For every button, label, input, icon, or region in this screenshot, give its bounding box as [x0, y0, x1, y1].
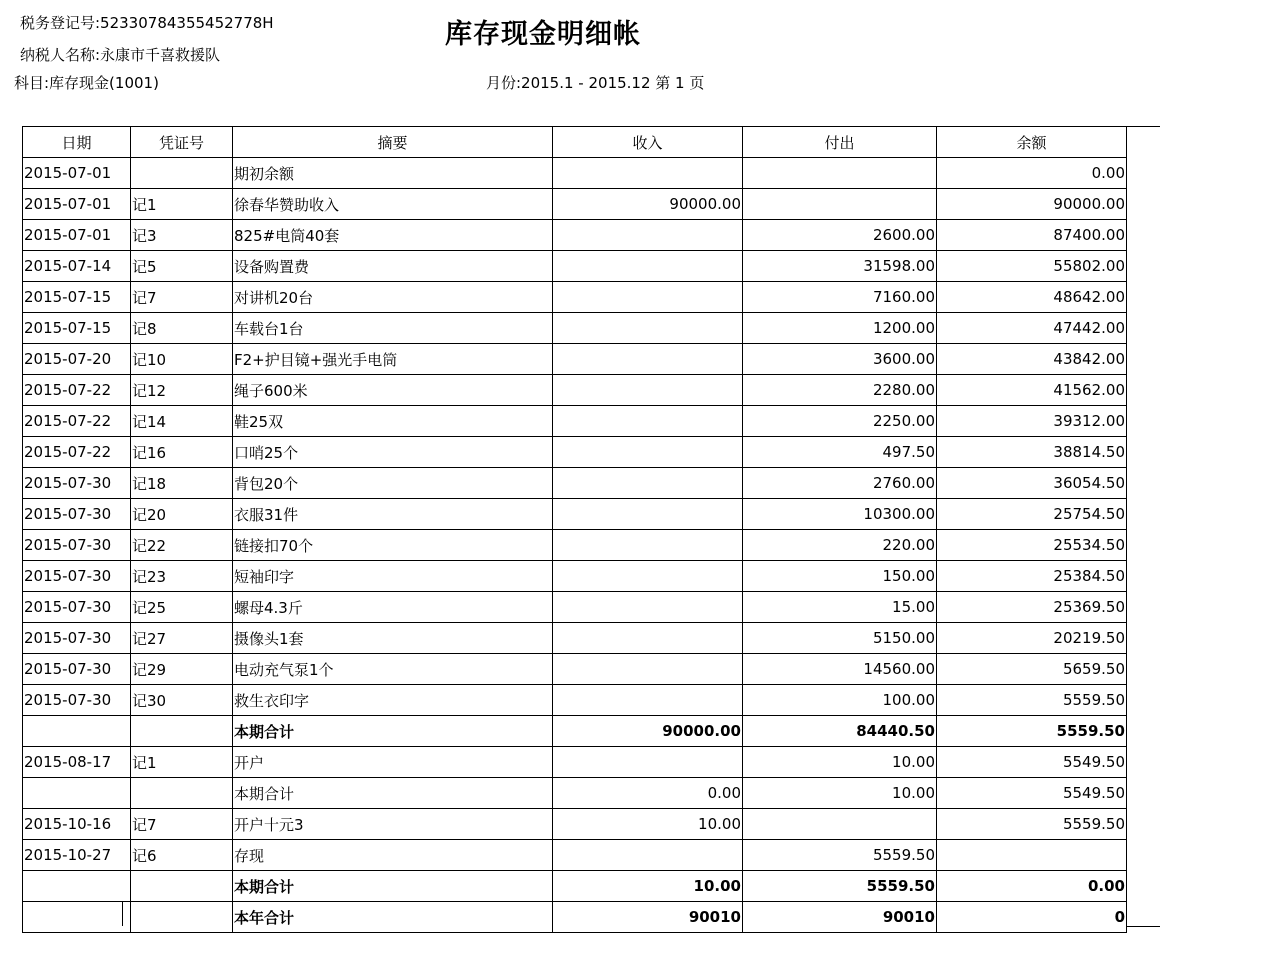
page-title: 库存现金明细帐: [445, 19, 641, 50]
expense-cell: 14560.00: [743, 654, 937, 685]
balance-cell: 39312.00: [937, 406, 1127, 437]
balance-cell: 25384.50: [937, 561, 1127, 592]
expense-cell: 150.00: [743, 561, 937, 592]
income-cell: [553, 530, 743, 561]
expense-cell: [743, 809, 937, 840]
column-header-date: 日期: [23, 127, 131, 158]
summary-cell: 螺母4.3斤: [233, 592, 553, 623]
table-row: [23, 313, 1127, 344]
balance-cell: 5559.50: [937, 685, 1127, 716]
date-cell: 2015-10-27: [23, 840, 131, 871]
voucher-cell: [131, 158, 233, 189]
voucher-cell: 记14: [131, 406, 233, 437]
voucher-cell: 记27: [131, 623, 233, 654]
column-header-voucher: 凭证号: [131, 127, 233, 158]
tax-registration-number: 税务登记号:5233078435545277​8H: [20, 14, 274, 32]
table-row: [23, 654, 1127, 685]
balance-cell: 25369.50: [937, 592, 1127, 623]
voucher-cell: 记8: [131, 313, 233, 344]
summary-cell: 徐春华赞助收入: [233, 189, 553, 220]
balance-cell: 5559.50: [937, 716, 1127, 747]
expense-cell: 2280.00: [743, 375, 937, 406]
expense-cell: 7160.00: [743, 282, 937, 313]
voucher-cell: [131, 716, 233, 747]
voucher-cell: 记10: [131, 344, 233, 375]
column-header-summary: 摘要: [233, 127, 553, 158]
income-cell: 10.00: [553, 871, 743, 902]
account-subject: 科目:库存现金(1001): [14, 74, 159, 92]
summary-cell: 短袖印字: [233, 561, 553, 592]
balance-cell: 38814.50: [937, 437, 1127, 468]
date-cell: 2015-07-30: [23, 685, 131, 716]
period-and-page: 月份:2015.1 - 2015.12 第 1 页: [486, 74, 705, 92]
date-cell: 2015-07-30: [23, 530, 131, 561]
table-row: [23, 902, 1127, 933]
summary-cell: 825#电筒40套: [233, 220, 553, 251]
summary-cell: 本年合计: [233, 902, 553, 933]
expense-cell: 220.00: [743, 530, 937, 561]
balance-cell: 0: [937, 902, 1127, 933]
income-cell: [553, 561, 743, 592]
balance-cell: 48642.00: [937, 282, 1127, 313]
summary-cell: 电动充气泵1个: [233, 654, 553, 685]
balance-cell: [937, 840, 1127, 871]
balance-cell: 5549.50: [937, 778, 1127, 809]
voucher-cell: 记3: [131, 220, 233, 251]
expense-cell: 2600.00: [743, 220, 937, 251]
income-cell: [553, 158, 743, 189]
date-cell: 2015-07-30: [23, 468, 131, 499]
summary-cell: 鞋25双: [233, 406, 553, 437]
balance-cell: 20219.50: [937, 623, 1127, 654]
summary-cell: 期初余额: [233, 158, 553, 189]
summary-cell: 本期合计: [233, 871, 553, 902]
expense-cell: 10.00: [743, 747, 937, 778]
income-cell: [553, 251, 743, 282]
voucher-cell: 记16: [131, 437, 233, 468]
table-row: [23, 220, 1127, 251]
table-row: [23, 158, 1127, 189]
income-cell: [553, 437, 743, 468]
voucher-cell: 记5: [131, 251, 233, 282]
balance-cell: 43842.00: [937, 344, 1127, 375]
balance-cell: 55802.00: [937, 251, 1127, 282]
income-cell: [553, 623, 743, 654]
income-cell: 90010: [553, 902, 743, 933]
balance-cell: 36054.50: [937, 468, 1127, 499]
table-row: [23, 809, 1127, 840]
balance-cell: 87400.00: [937, 220, 1127, 251]
column-header-balance: 余额: [937, 127, 1127, 158]
income-cell: [553, 468, 743, 499]
summary-cell: 开户: [233, 747, 553, 778]
balance-cell: 0.00: [937, 158, 1127, 189]
footer-extension-line: [1126, 926, 1160, 927]
expense-cell: [743, 158, 937, 189]
income-cell: [553, 840, 743, 871]
table-row: [23, 344, 1127, 375]
header-extension-line: [1126, 126, 1160, 127]
date-cell: 2015-07-30: [23, 499, 131, 530]
table-row: [23, 623, 1127, 654]
table-row: [23, 468, 1127, 499]
summary-cell: 链接扣70个: [233, 530, 553, 561]
column-header-income: 收入: [553, 127, 743, 158]
table-row: [23, 778, 1127, 809]
income-cell: [553, 592, 743, 623]
summary-cell: 衣服31件: [233, 499, 553, 530]
expense-cell: 10.00: [743, 778, 937, 809]
income-cell: [553, 654, 743, 685]
income-cell: [553, 747, 743, 778]
income-cell: [553, 220, 743, 251]
income-cell: [553, 406, 743, 437]
summary-cell: 口哨25个: [233, 437, 553, 468]
column-header-expense: 付出: [743, 127, 937, 158]
date-cell: 2015-07-30: [23, 654, 131, 685]
voucher-cell: 记7: [131, 282, 233, 313]
summary-cell: 本期合计: [233, 716, 553, 747]
voucher-cell: 记23: [131, 561, 233, 592]
income-cell: [553, 685, 743, 716]
expense-cell: 5559.50: [743, 871, 937, 902]
income-cell: [553, 313, 743, 344]
date-cell: 2015-07-22: [23, 437, 131, 468]
income-cell: 10.00: [553, 809, 743, 840]
date-cell: [23, 778, 131, 809]
voucher-cell: 记1: [131, 747, 233, 778]
expense-cell: 3600.00: [743, 344, 937, 375]
voucher-cell: 记1: [131, 189, 233, 220]
expense-cell: 10300.00: [743, 499, 937, 530]
date-cell: 2015-08-17: [23, 747, 131, 778]
summary-cell: 背包20个: [233, 468, 553, 499]
expense-cell: 84440.50: [743, 716, 937, 747]
date-cell: 2015-10-16: [23, 809, 131, 840]
table-row: [23, 871, 1127, 902]
summary-cell: 开户十元3: [233, 809, 553, 840]
date-cell: 2015-07-22: [23, 375, 131, 406]
table-row: [23, 685, 1127, 716]
expense-cell: 2250.00: [743, 406, 937, 437]
voucher-cell: 记18: [131, 468, 233, 499]
date-cell: [23, 716, 131, 747]
table-row: [23, 592, 1127, 623]
balance-cell: 25534.50: [937, 530, 1127, 561]
date-cell: [23, 902, 131, 933]
date-cell: [23, 871, 131, 902]
income-cell: [553, 344, 743, 375]
table-row: [23, 561, 1127, 592]
table-row: [23, 437, 1127, 468]
expense-cell: 15.00: [743, 592, 937, 623]
summary-cell: F2+护目镜+强光手电筒: [233, 344, 553, 375]
balance-cell: 25754.50: [937, 499, 1127, 530]
income-cell: 0.00: [553, 778, 743, 809]
ledger-table: [22, 126, 1127, 933]
income-cell: 90000.00: [553, 716, 743, 747]
expense-cell: [743, 189, 937, 220]
balance-cell: 0.00: [937, 871, 1127, 902]
expense-cell: 2760.00: [743, 468, 937, 499]
date-cell: 2015-07-01: [23, 220, 131, 251]
income-cell: 90000.00: [553, 189, 743, 220]
table-row: [23, 499, 1127, 530]
voucher-cell: 记12: [131, 375, 233, 406]
voucher-cell: [131, 778, 233, 809]
expense-cell: 1200.00: [743, 313, 937, 344]
table-row: [23, 530, 1127, 561]
summary-cell: 救生衣印字: [233, 685, 553, 716]
summary-cell: 绳子600米: [233, 375, 553, 406]
balance-cell: 5659.50: [937, 654, 1127, 685]
balance-cell: 5559.50: [937, 809, 1127, 840]
expense-cell: 5559.50: [743, 840, 937, 871]
date-cell: 2015-07-14: [23, 251, 131, 282]
taxpayer-name: 纳税人名称:永康市千喜救援队: [20, 46, 221, 64]
table-row: [23, 840, 1127, 871]
voucher-cell: 记22: [131, 530, 233, 561]
income-cell: [553, 499, 743, 530]
voucher-cell: 记30: [131, 685, 233, 716]
table-row: [23, 251, 1127, 282]
balance-cell: 5549.50: [937, 747, 1127, 778]
date-cell: 2015-07-30: [23, 561, 131, 592]
income-cell: [553, 375, 743, 406]
summary-cell: 摄像头1套: [233, 623, 553, 654]
table-row: [23, 716, 1127, 747]
summary-cell: 本期合计: [233, 778, 553, 809]
voucher-cell: 记6: [131, 840, 233, 871]
date-cell: 2015-07-30: [23, 623, 131, 654]
table-row: [23, 282, 1127, 313]
table-row: [23, 375, 1127, 406]
balance-cell: 90000.00: [937, 189, 1127, 220]
voucher-cell: 记20: [131, 499, 233, 530]
summary-cell: 设备购置费: [233, 251, 553, 282]
voucher-cell: [131, 902, 233, 933]
expense-cell: 31598.00: [743, 251, 937, 282]
date-cell: 2015-07-01: [23, 158, 131, 189]
summary-cell: 对讲机20台: [233, 282, 553, 313]
voucher-cell: 记29: [131, 654, 233, 685]
voucher-cell: [131, 871, 233, 902]
expense-cell: 90010: [743, 902, 937, 933]
double-rule: [122, 902, 123, 926]
table-row: [23, 747, 1127, 778]
table-header-row: [23, 127, 1127, 158]
voucher-cell: 记25: [131, 592, 233, 623]
date-cell: 2015-07-30: [23, 592, 131, 623]
date-cell: 2015-07-22: [23, 406, 131, 437]
date-cell: 2015-07-15: [23, 313, 131, 344]
ledger-body: [23, 158, 1127, 933]
expense-cell: 100.00: [743, 685, 937, 716]
summary-cell: 车载台1台: [233, 313, 553, 344]
expense-cell: 5150.00: [743, 623, 937, 654]
date-cell: 2015-07-15: [23, 282, 131, 313]
expense-cell: 497.50: [743, 437, 937, 468]
balance-cell: 41562.00: [937, 375, 1127, 406]
table-row: [23, 189, 1127, 220]
date-cell: 2015-07-01: [23, 189, 131, 220]
voucher-cell: 记7: [131, 809, 233, 840]
table-row: [23, 406, 1127, 437]
income-cell: [553, 282, 743, 313]
date-cell: 2015-07-20: [23, 344, 131, 375]
summary-cell: 存现: [233, 840, 553, 871]
balance-cell: 47442.00: [937, 313, 1127, 344]
